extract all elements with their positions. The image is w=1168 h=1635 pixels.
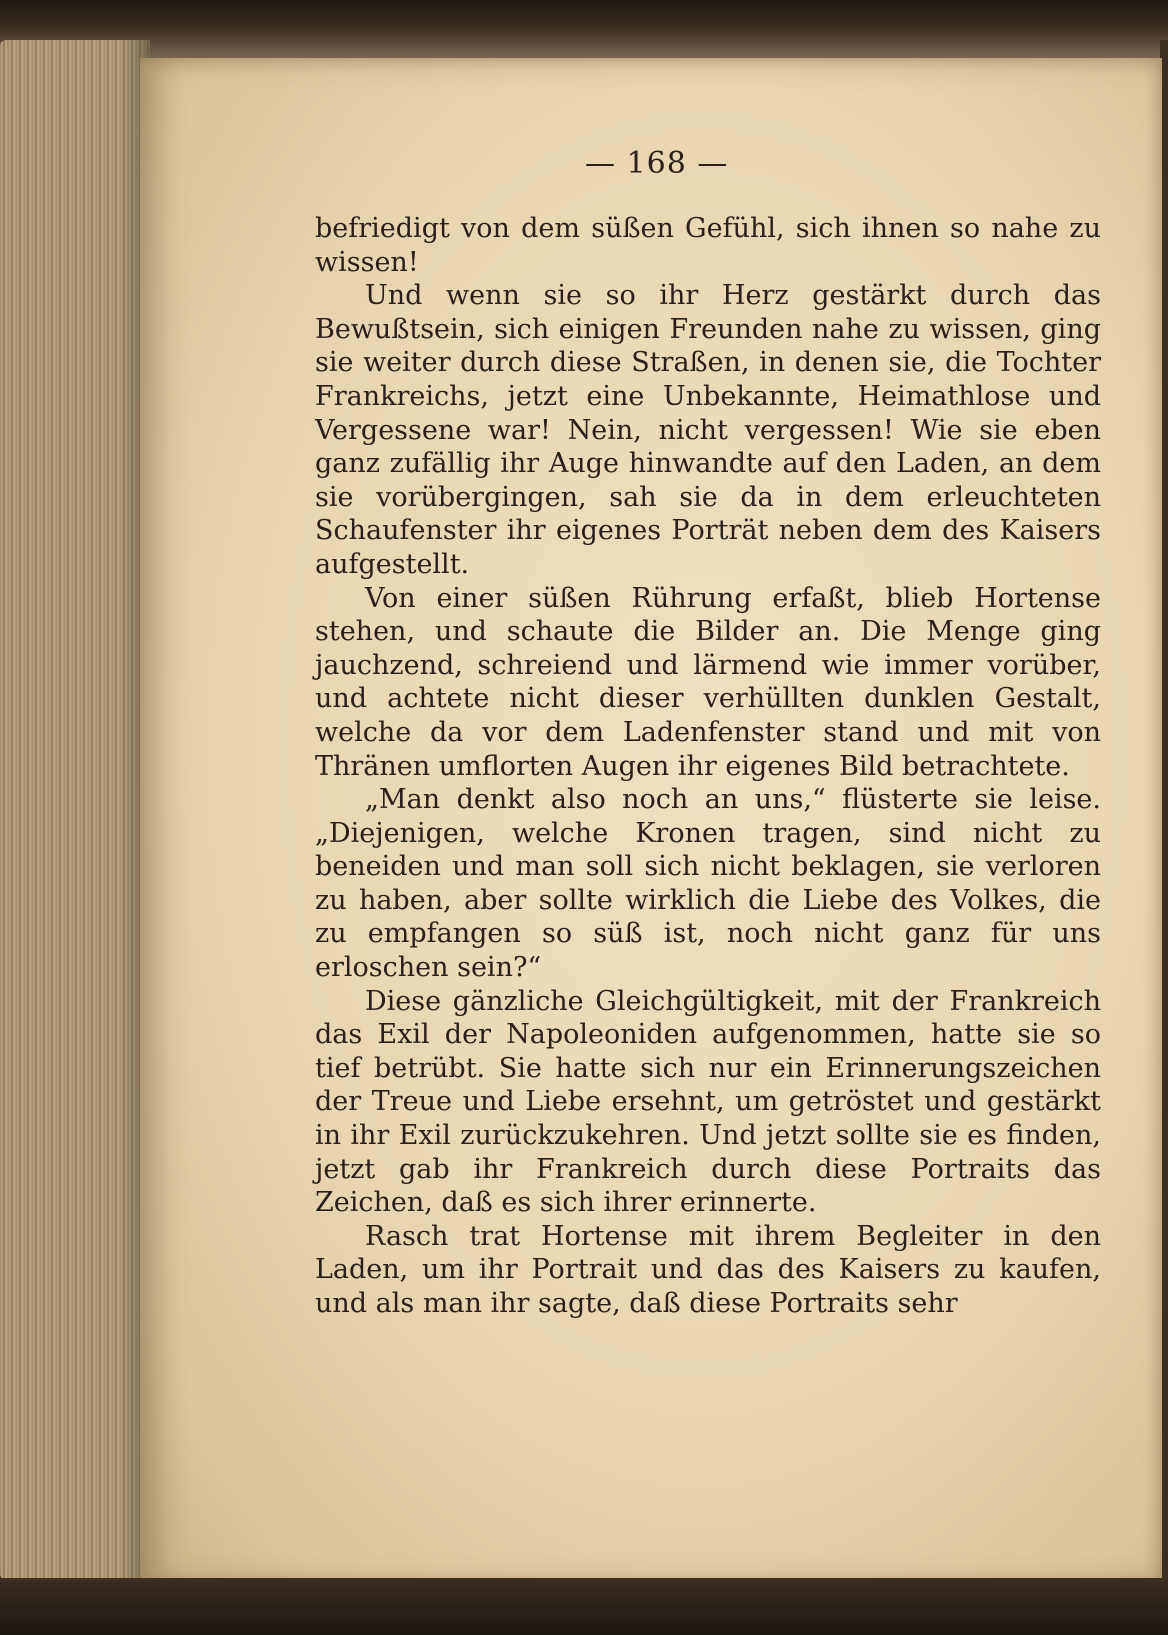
paragraph-1: befriedigt von dem süßen Gefühl, sich ihnen so nahe zu wissen! xyxy=(315,213,1101,278)
page-number: — 168 — xyxy=(585,146,729,181)
paragraph-3: Von einer süßen Rührung erfaßt, blieb Hortense stehen, und schaute die Bilder an. Die Menge ging jauchzend, schreiend und lärmend wie immer vorüber, und achtete nicht dieser verhüllten dunklen Gestalt, welche da vor dem Ladenfenster stand und mit von Thränen umflorten Augen ihr eigenes Bild betrachtete. xyxy=(315,582,1101,782)
page-edges xyxy=(0,40,150,1580)
paragraph-6: Rasch trat Hortense mit ihrem Begleiter in den Laden, um ihr Portrait und das des Kaisers zu kaufen, und als man ihr sagte, daß diese Portraits sehr xyxy=(315,1220,1101,1319)
paragraph-5: Diese gänzliche Gleichgültigkeit, mit der Frankreich das Exil der Napoleoniden aufgenommen, hatte sie so tief betrübt. Sie hatte sich nur ein Erinnerungszeichen der Treue und Liebe ersehnt, um getröstet und gestärkt in ihr Exil zurückzukehren. Und jetzt sollte sie es finden, jetzt gab ihr Frankreich durch diese Portraits das Zeichen, daß es sich ihrer erinnerte. xyxy=(315,985,1101,1219)
paragraph-2: Und wenn sie so ihr Herz gestärkt durch das Bewußtsein, sich einigen Freunden nahe zu wissen, ging sie weiter durch diese Straßen, in denen sie, die Tochter Frankreichs, jetzt eine Unbekannte, Heimathlose und Vergessene war! Nein, nicht vergessen! Wie sie eben ganz zufällig ihr Auge hinwandte auf den Laden, an dem sie vorübergingen, sah sie da in dem erleuchteten Schaufenster ihr eigenes Porträt neben dem des Kaisers aufgestellt. xyxy=(315,280,1101,580)
page-text xyxy=(315,212,1101,1321)
paragraph-4: „Man denkt also noch an uns,“ flüsterte sie leise. „Diejenigen, welche Kronen tragen, sind nicht zu beneiden und man soll sich nicht beklagen, sie verloren zu haben, aber sollte wirklich die Liebe des Volkes, die zu empfangen so süß ist, noch nicht ganz für uns erloschen sein?“ xyxy=(315,784,1101,984)
book-binding-bottom xyxy=(0,1578,1168,1635)
